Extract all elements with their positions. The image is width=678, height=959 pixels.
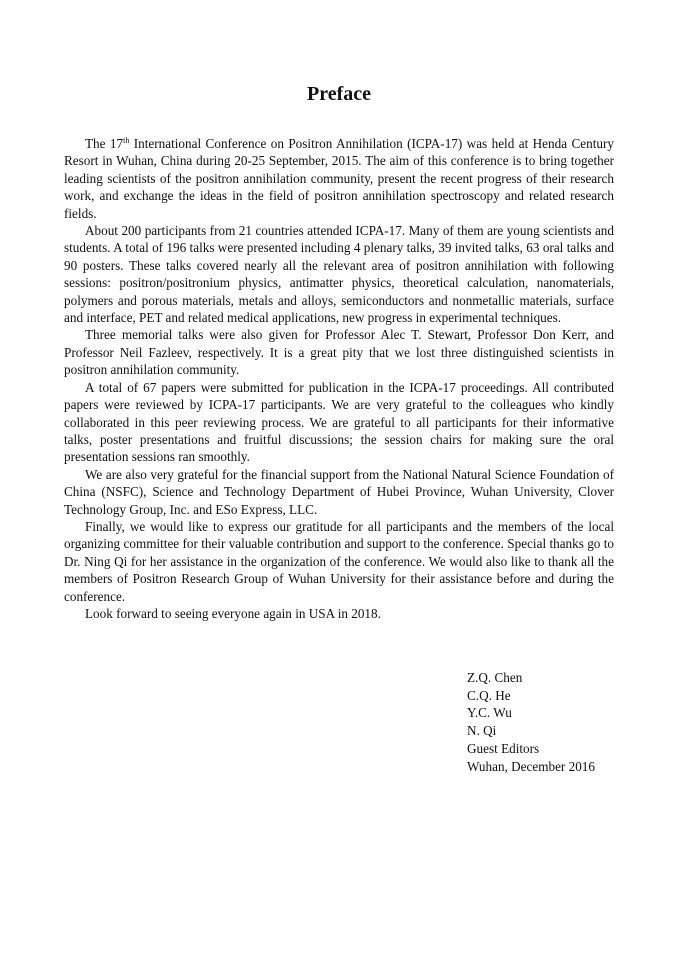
preface-body: [64, 135, 614, 622]
paragraph-memorial: Three memorial talks were also given for Professor Alec T. Stewart, Professor Don Kerr, and Professor Neil Fazleev, respectively. It is a great pity that we lost three distinguished scientists in positron annihilation community.: [64, 327, 614, 378]
paragraph-intro-start: The 17: [85, 136, 124, 151]
editor-name: Y.C. Wu: [467, 705, 512, 721]
editor-role: Guest Editors: [467, 740, 540, 756]
paragraph-gratitude: Finally, we would like to express our gratitude for all participants and the members of the local organizing committee for their valuable contribution and support to the conference. Special thanks go to Dr. Ning Qi for her assistance in the organization of the conference. We would also like to thank all the members of Positron Research Group of Wuhan University for their assistance before and during the conference.: [64, 518, 614, 604]
page-title: Preface: [306, 83, 372, 105]
signature-block: [467, 669, 595, 775]
paragraph-support: We are also very grateful for the financial support from the National Natural Science Foundation of China (NSFC), Science and Technology Department of Hubei Province, Wuhan University, Clover Technology Group, Inc. and ESo Express, LLC.: [64, 466, 614, 517]
place-date: Wuhan, December 2016: [467, 758, 595, 774]
editor-name: N. Qi: [467, 723, 497, 739]
paragraph-participants: About 200 participants from 21 countries attended ICPA-17. Many of them are young scientists and students. A total of 196 talks were presented including 4 plenary talks, 39 invited talks, 63 oral talks and 90 posters. These talks covered nearly all the relevant area of positron annihilation with following sessions: positron/positronium physics, antimatter physics, theoretical calculation, nanomaterials, polymers and porous materials, metals and alloys, semiconductors and nonmetallic materials, surface and interface, PET and related medical applications, new progress in experimental techniques.: [64, 223, 614, 326]
editor-name: C.Q. He: [467, 687, 511, 703]
paragraph-closing: Look forward to seeing everyone again in USA in 2018.: [85, 605, 381, 621]
paragraph-intro: [64, 135, 614, 222]
editor-name: Z.Q. Chen: [467, 670, 523, 685]
paragraph-papers: A total of 67 papers were submitted for publication in the ICPA-17 proceedings. All contributed papers were reviewed by ICPA-17 participants. We are very grateful to the colleagues who kindly collaborated in this peer reviewing process. We are grateful to all participants for their informative talks, poster presentations and fruitful discussions; the session chairs for making sure the oral presentation sessions ran smoothly.: [64, 379, 614, 465]
paragraph-intro-rest: International Conference on Positron Annihilation (ICPA-17) was held at Henda Century Resort in Wuhan, China during 20-25 September, 2015. The aim of this conference is to bring together leading scientists of the positron annihilation community, present the recent progress of their research work, and exchange the ideas in the field of positron annihilation spectroscopy and related research fields.: [64, 136, 614, 221]
ordinal-suffix: th: [123, 136, 130, 145]
